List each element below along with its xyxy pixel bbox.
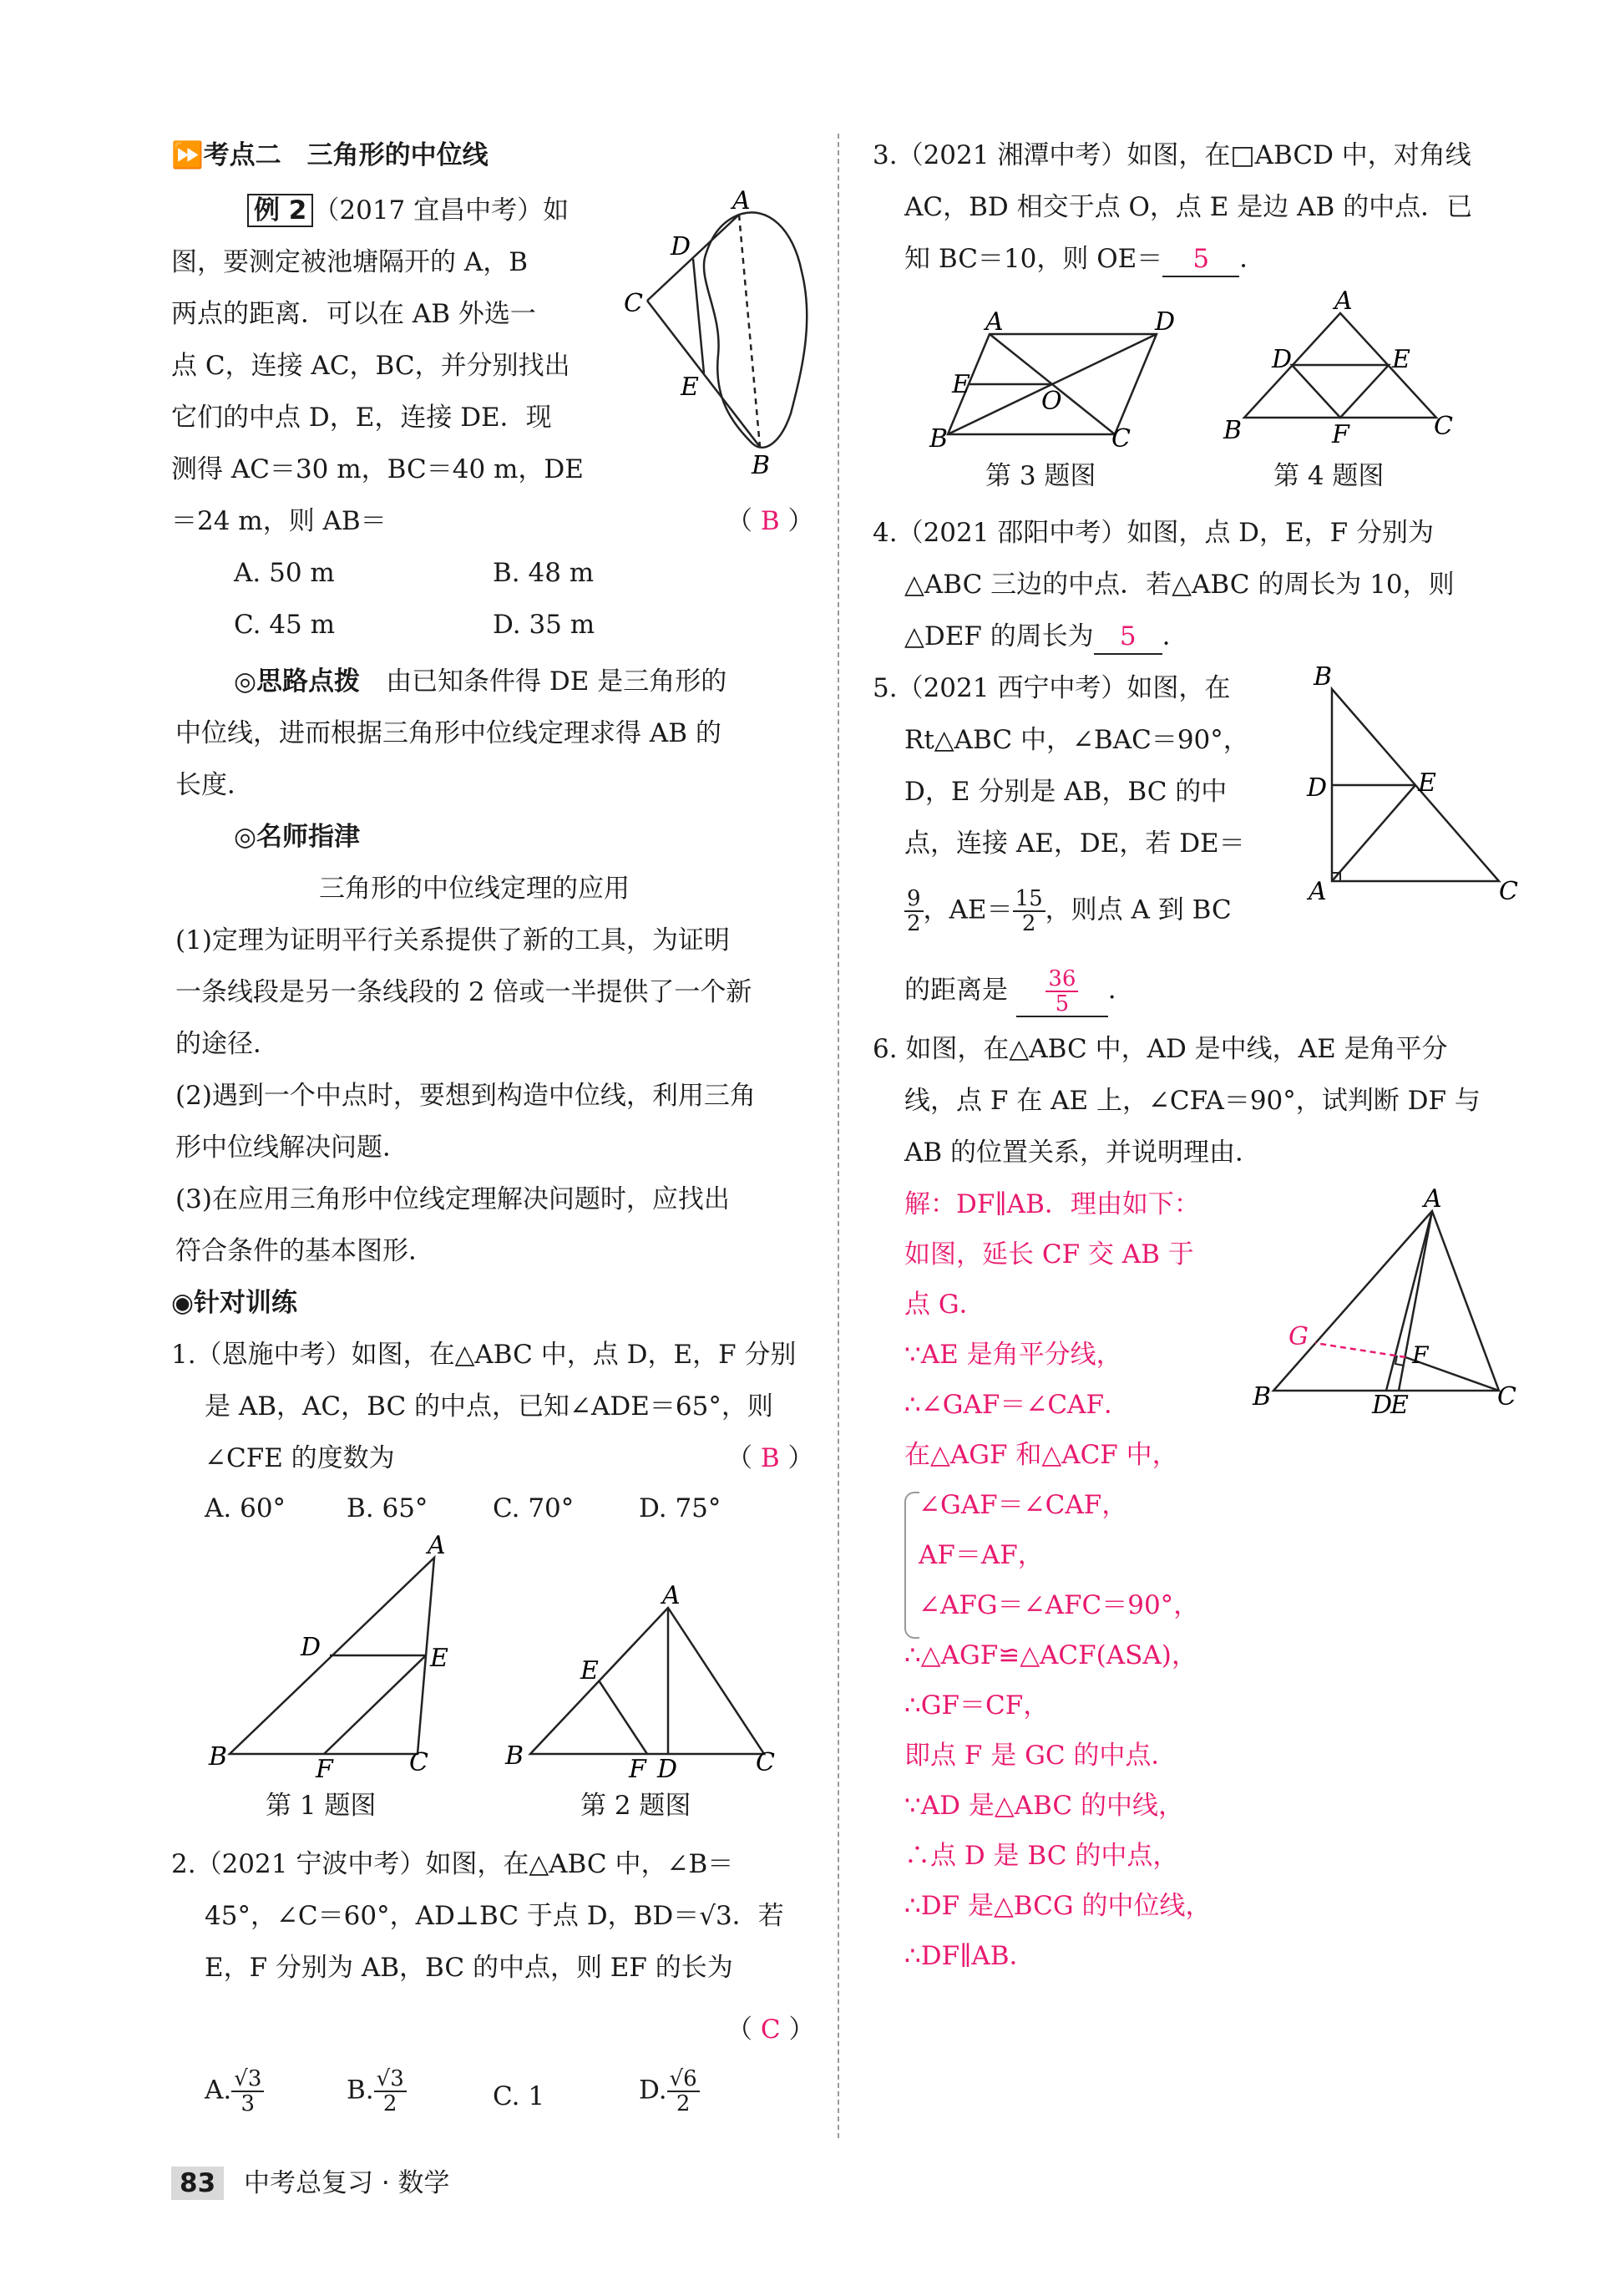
label-C: C	[1434, 412, 1453, 441]
label-E: E	[1418, 768, 1436, 798]
solution-line-9: ∴△AGF≌△ACF(ASA)，	[904, 1640, 1197, 1670]
label-E: E	[1392, 345, 1410, 374]
label-B: B	[929, 424, 949, 454]
book-title: 中考总复习 · 数学	[244, 2168, 450, 2198]
solution-line-5: 在△AGF 和△ACF 中，	[904, 1440, 1178, 1470]
hint-line-2: 长度．	[175, 770, 253, 800]
teacher-title: ◎名师指津	[234, 822, 361, 852]
q4-line-1: △ABC 三边的中点．若△ABC 的周长为 10，则	[904, 570, 1455, 600]
label-A: A	[1309, 877, 1327, 906]
label-G: G	[1288, 1322, 1309, 1351]
q1-answer: （ B ）	[726, 1443, 814, 1473]
teacher-line-6: 符合条件的基本图形．	[175, 1236, 434, 1266]
figure-6	[1248, 1186, 1524, 1428]
q5-line-2: D，E 分别是 AB，BC 的中	[904, 777, 1228, 807]
solution-line-12: ∵AD 是△ABC 的中线，	[904, 1791, 1184, 1821]
label-A: A	[1334, 286, 1353, 316]
label-E: E	[580, 1656, 599, 1685]
teacher-subtitle: 三角形的中位线定理的应用	[319, 874, 630, 904]
segment-AB-dashed	[739, 215, 760, 447]
label-A: A	[1424, 1186, 1442, 1214]
label-D: D	[1372, 1391, 1393, 1420]
q2-line-1: 45°，∠C＝60°，AD⊥BC 于点 D，BD＝√3．若	[205, 1901, 784, 1931]
pond-figure	[614, 188, 814, 489]
triangle-ABC	[530, 1608, 764, 1754]
triangle-ABC	[1273, 1211, 1499, 1391]
example-tag: 例 2	[247, 194, 313, 227]
solution-line-7: AF＝AF，	[919, 1540, 1044, 1570]
label-B: B	[505, 1741, 524, 1771]
label-E: E	[430, 1644, 448, 1673]
example2-line-1: 图，要测定被池塘隔开的 A，B	[171, 247, 529, 277]
label-C: C	[1499, 877, 1518, 906]
double-arrow-icon: ⏩	[171, 140, 204, 170]
solution-line-14: ∴DF 是△BCG 的中位线，	[904, 1891, 1212, 1921]
label-B: B	[209, 1742, 228, 1771]
q1-option-a: A. 60°	[205, 1493, 286, 1523]
solution-line-0: 解：DF∥AB．理由如下：	[904, 1189, 1200, 1219]
example2-line-3: 点 C，连接 AC，BC，并分别找出	[171, 351, 570, 381]
label-B: B	[1314, 664, 1333, 692]
example2-option-b: B. 48 m	[493, 558, 595, 588]
label-O: O	[1041, 387, 1062, 416]
label-F: F	[316, 1755, 333, 1779]
fig4-caption: 第 4 题图	[1273, 461, 1385, 491]
segment-BC	[647, 301, 760, 447]
teacher-line-2: 的途径．	[175, 1029, 279, 1059]
example2-answer: （ B ）	[726, 506, 814, 536]
label-A: A	[985, 307, 1004, 337]
triangle-DEF	[1292, 365, 1389, 418]
pond-outline	[704, 212, 807, 447]
label-E: E	[952, 370, 970, 399]
q3-line-2: 知 BC＝10，则 OE＝ 5 ．	[904, 242, 1265, 277]
q4-line-0: 4.（2021 邵阳中考）如图，点 D，E，F 分别为	[873, 518, 1435, 548]
q2-line-2: E，F 分别为 AB，BC 的中点，则 EF 的长为	[205, 1953, 733, 1983]
q2-option-c: C. 1	[493, 2081, 545, 2111]
label-B: B	[752, 451, 771, 480]
segment-AE	[1332, 785, 1415, 881]
q2-option-a: A. $\frac{√3}{3}$	[205, 2067, 264, 2116]
label-A: A	[428, 1531, 446, 1560]
fraction: $\frac{15}{2}$	[1013, 887, 1045, 935]
q3-line-0: 3.（2021 湘潭中考）如图，在□ABCD 中，对角线	[873, 140, 1471, 170]
example2-line-4: 它们的中点 D，E，连接 DE．现	[171, 403, 552, 433]
label-E: E	[1390, 1391, 1409, 1420]
label-C: C	[624, 289, 643, 318]
q5-line-5: 的距离是 $\frac{36}{5}$ ．	[904, 966, 1134, 1016]
q1-line-2: ∠CFE 的度数为	[205, 1443, 395, 1473]
solution-line-8: ∠AFG＝∠AFC＝90°，	[919, 1590, 1200, 1620]
solution-line-15: ∴DF∥AB．	[904, 1941, 1035, 1971]
q2-line-0: 2.（2021 宁波中考）如图，在△ABC 中，∠B＝	[171, 1849, 734, 1879]
label-B: B	[1223, 416, 1243, 445]
hint-title: ◎思路点拨	[234, 666, 361, 697]
solution-line-4: ∴∠GAF＝∠CAF．	[904, 1390, 1130, 1420]
label-D: D	[1155, 307, 1176, 337]
teacher-line-3: (2)遇到一个中点时，要想到构造中位线，利用三角	[175, 1081, 756, 1111]
hint-line-0: ◎思路点拨 由已知条件得 DE 是三角形的	[234, 666, 727, 697]
label-D: D	[1307, 773, 1328, 803]
q6-line-0: 6. 如图，在△ABC 中，AD 是中线，AE 是角平分	[873, 1034, 1448, 1064]
fig2-caption: 第 2 题图	[580, 1791, 691, 1821]
q6-line-1: 线，点 F 在 AE 上，∠CFA＝90°，试判断 DF 与	[904, 1086, 1481, 1116]
label-F: F	[1412, 1341, 1429, 1369]
example2-line-2: 两点的距离．可以在 AB 外选一	[171, 299, 536, 329]
solution-line-10: ∴GF＝CF，	[904, 1690, 1050, 1721]
label-A: A	[732, 188, 751, 215]
q4-line-2: △DEF 的周长为 5 ．	[904, 620, 1188, 655]
fraction: $\frac{√3}{2}$	[374, 2067, 407, 2116]
q1-option-b: B. 65°	[347, 1493, 428, 1523]
teacher-line-4: 形中位线解决问题．	[175, 1133, 408, 1163]
segment-FG-dashed	[1315, 1343, 1405, 1357]
label-C: C	[1497, 1382, 1516, 1412]
solution-line-13: ∴点 D 是 BC 的中点，	[904, 1841, 1179, 1871]
brace-bracket	[904, 1492, 919, 1639]
solution-line-1: 如图，延长 CF 交 AB 于	[904, 1239, 1194, 1270]
q5-line-3: 点，连接 AE，DE，若 DE＝	[904, 829, 1245, 859]
label-F: F	[629, 1755, 646, 1779]
label-C: C	[409, 1748, 428, 1777]
teacher-line-0: (1)定理为证明平行关系提供了新的工具，为证明	[175, 925, 730, 955]
fig1-caption: 第 1 题图	[266, 1791, 377, 1821]
label-E: E	[681, 373, 699, 402]
q6-line-2: AB 的位置关系，并说明理由．	[904, 1138, 1262, 1168]
segment-EF	[599, 1680, 647, 1754]
label-D: D	[301, 1633, 321, 1662]
q1-line-1: 是 AB，AC，BC 的中点，已知∠ADE＝65°，则	[205, 1391, 773, 1422]
example2-option-d: D. 35 m	[493, 610, 595, 640]
q3-answer: 5	[1162, 242, 1239, 277]
q2-option-b: B. $\frac{√3}{2}$	[347, 2067, 407, 2116]
solution-line-6: ∠GAF＝∠CAF，	[919, 1490, 1128, 1520]
label-C: C	[1111, 424, 1131, 454]
fraction: $\frac{√6}{2}$	[667, 2067, 700, 2116]
fig3-caption: 第 3 题图	[985, 461, 1096, 491]
example2-line-5: 测得 AC＝30 m，BC＝40 m，DE	[171, 454, 584, 484]
column-divider	[838, 134, 839, 2138]
fraction: $\frac{9}{2}$	[904, 887, 924, 935]
segment-AC	[647, 215, 739, 301]
page-footer	[171, 2167, 450, 2200]
label-D: D	[671, 232, 691, 261]
solution-line-2: 点 G．	[904, 1290, 985, 1320]
training-title: ◉针对训练	[171, 1288, 298, 1318]
label-B: B	[1253, 1382, 1272, 1412]
label-C: C	[756, 1748, 775, 1777]
q1-line-0: 1.（恩施中考）如图，在△ABC 中，点 D，E，F 分别	[171, 1340, 797, 1370]
solution-line-11: 即点 F 是 GC 的中点．	[904, 1741, 1177, 1771]
figure-3	[923, 301, 1190, 468]
example2-line-0: 例 2 （2017 宜昌中考）如	[247, 194, 569, 227]
teacher-line-5: (3)在应用三角形中位线定理解决问题时，应找出	[175, 1184, 730, 1214]
solution-line-3: ∵AE 是角平分线，	[904, 1340, 1122, 1370]
figure-4	[1215, 284, 1466, 459]
q2-option-d: D. $\frac{√6}{2}$	[639, 2067, 700, 2116]
figure-5	[1299, 664, 1524, 915]
q4-answer: 5	[1094, 620, 1162, 655]
figure-1	[200, 1528, 451, 1779]
fraction: $\frac{√3}{3}$	[231, 2067, 264, 2116]
hint-line-1: 中位线，进而根据三角形中位线定理求得 AB 的	[175, 718, 721, 748]
q3-line-1: AC，BD 相交于点 O，点 E 是边 AB 的中点．已	[904, 192, 1473, 222]
example2-option-c: C. 45 m	[234, 610, 336, 640]
example2-line-6: ＝24 m，则 AB＝	[171, 506, 387, 536]
page-number: 83	[171, 2167, 224, 2200]
q1-option-d: D. 75°	[639, 1493, 721, 1523]
label-D: D	[1272, 345, 1293, 374]
q5-answer: $\frac{36}{5}$	[1016, 967, 1108, 1017]
label-A: A	[662, 1581, 681, 1610]
q5-line-0: 5.（2021 西宁中考）如图，在	[873, 673, 1231, 703]
figure-2	[497, 1579, 789, 1779]
label-F: F	[1332, 420, 1349, 449]
q1-option-c: C. 70°	[493, 1493, 575, 1523]
section-heading: ⏩考点二 三角形的中位线	[171, 140, 489, 170]
segment-EF	[324, 1655, 426, 1754]
example2-option-a: A. 50 m	[234, 558, 335, 588]
teacher-line-1: 一条线段是另一条线段的 2 倍或一半提供了一个新	[175, 977, 752, 1007]
label-D: D	[657, 1755, 678, 1779]
q2-answer: （ C ）	[726, 2015, 815, 2045]
q5-line-4: $\frac{9}{2}$ ，AE＝ $\frac{15}{2}$ ，则点 A 到 BC	[904, 887, 1232, 935]
segment-DE	[693, 259, 704, 373]
q5-line-1: Rt△ABC 中，∠BAC＝90°，	[904, 725, 1249, 755]
